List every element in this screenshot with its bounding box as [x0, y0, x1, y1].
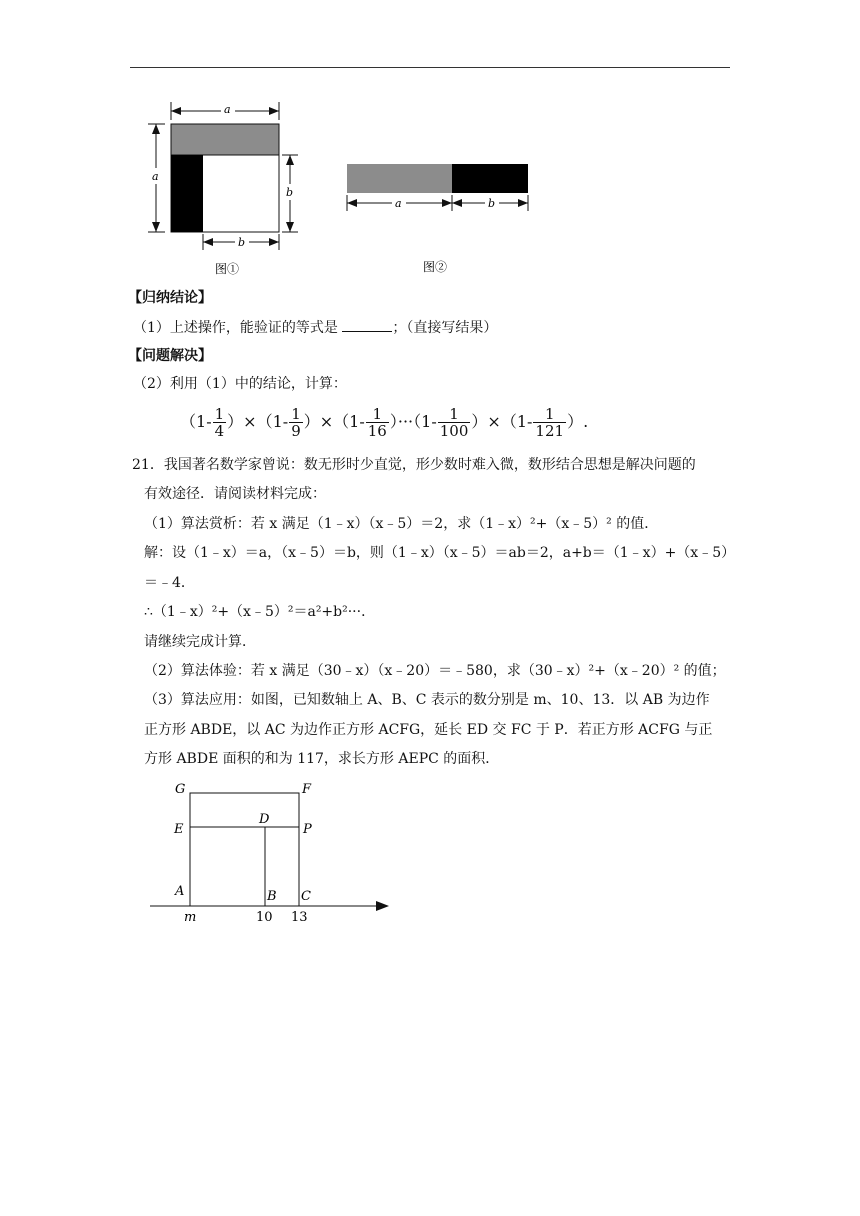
p21-line-2: 有效途径．请阅读材料完成： — [144, 486, 326, 502]
p21-line-3: （1）算法赏析：若 x 满足（1﹣x）（x﹣5）＝2，求（1﹣x）²+（x﹣5）² 的值． — [144, 516, 659, 532]
figure-3-number-line — [145, 775, 400, 925]
question-1-suffix: ；（直接写结果） — [392, 320, 498, 336]
label-B: B — [267, 889, 277, 904]
question-1-text: （1）上述操作，能验证的等式是 — [133, 320, 338, 336]
fraction-1-100: $\frac{1}{100}$ — [439, 405, 469, 440]
fraction-1-16: $\frac{1}{16}$ — [367, 405, 387, 440]
p21-line-6: ∴（1﹣x）²+（x﹣5）²＝a²+b²···． — [144, 604, 376, 620]
fig1-label-a-top: a — [224, 103, 231, 116]
section-solve: 【问题解决】 — [128, 348, 212, 364]
header-rule — [130, 67, 730, 68]
p21-line-7: 请继续完成计算． — [144, 634, 256, 650]
figure-2 — [340, 155, 540, 280]
figure-1 — [145, 100, 315, 285]
product-formula: （1- $\frac{1}{4}$ ）×（1- $\frac{1}{9}$ ）×（1- $\frac{1}{16}$ ）···（1- $\frac{1}{100}$ ）×（1- $\frac{1}{121}$ ）. — [180, 405, 589, 440]
label-D: D — [259, 812, 270, 827]
label-A: A — [175, 884, 185, 899]
p21-line-4: 解：设（1﹣x）＝a，（x﹣5）＝b，则（1﹣x）（x﹣5）＝ab＝2，a+b＝（1﹣x）+（x﹣5） — [144, 545, 736, 561]
fig1-label-b-bottom: b — [238, 236, 246, 249]
tick-10: 10 — [256, 910, 273, 925]
fraction-1-121: $\frac{1}{121}$ — [535, 405, 565, 440]
tick-m: m — [184, 910, 197, 925]
fig2-caption: 图② — [423, 260, 448, 274]
section-conclusion: 【归纳结论】 — [128, 290, 212, 306]
fig2-label-b: b — [488, 197, 496, 210]
fig1-label-b-right: b — [286, 186, 294, 199]
fig2-label-a: a — [395, 197, 402, 210]
tick-13: 13 — [291, 910, 308, 925]
p21-line-10: 正方形 ABDE，以 AC 为边作正方形 ACFG，延长 ED 交 FC 于 P．若正方形 ACFG 与正 — [144, 722, 713, 738]
label-E: E — [174, 822, 184, 837]
label-P: P — [303, 822, 312, 837]
question-2: （2）利用（1）中的结论，计算： — [133, 376, 347, 392]
p21-line-5: ＝﹣4． — [144, 575, 195, 591]
p21-line-8: （2）算法体验：若 x 满足（30﹣x）（x﹣20）＝﹣580，求（30﹣x）²+（x﹣20）² 的值； — [144, 663, 726, 679]
label-G: G — [175, 782, 186, 797]
p21-line-11: 方形 ABDE 面积的和为 117，求长方形 AEPC 的面积． — [144, 751, 500, 767]
answer-blank — [342, 317, 392, 332]
label-F: F — [302, 782, 312, 797]
fraction-1-4: $\frac{1}{4}$ — [214, 405, 225, 440]
question-1 — [133, 317, 497, 338]
label-C: C — [301, 889, 311, 904]
fraction-1-9: $\frac{1}{9}$ — [291, 405, 301, 440]
p21-line-9: （3）算法应用：如图，已知数轴上 A、B、C 表示的数分别是 m、10、13．以 AB 为边作 — [144, 692, 710, 708]
fig1-label-a-left: a — [152, 170, 159, 183]
p21-line-1: 21．我国著名数学家曾说：数无形时少直觉，形少数时难入微，数形结合思想是解决问题的 — [132, 457, 696, 473]
fig1-caption: 图① — [215, 262, 240, 276]
